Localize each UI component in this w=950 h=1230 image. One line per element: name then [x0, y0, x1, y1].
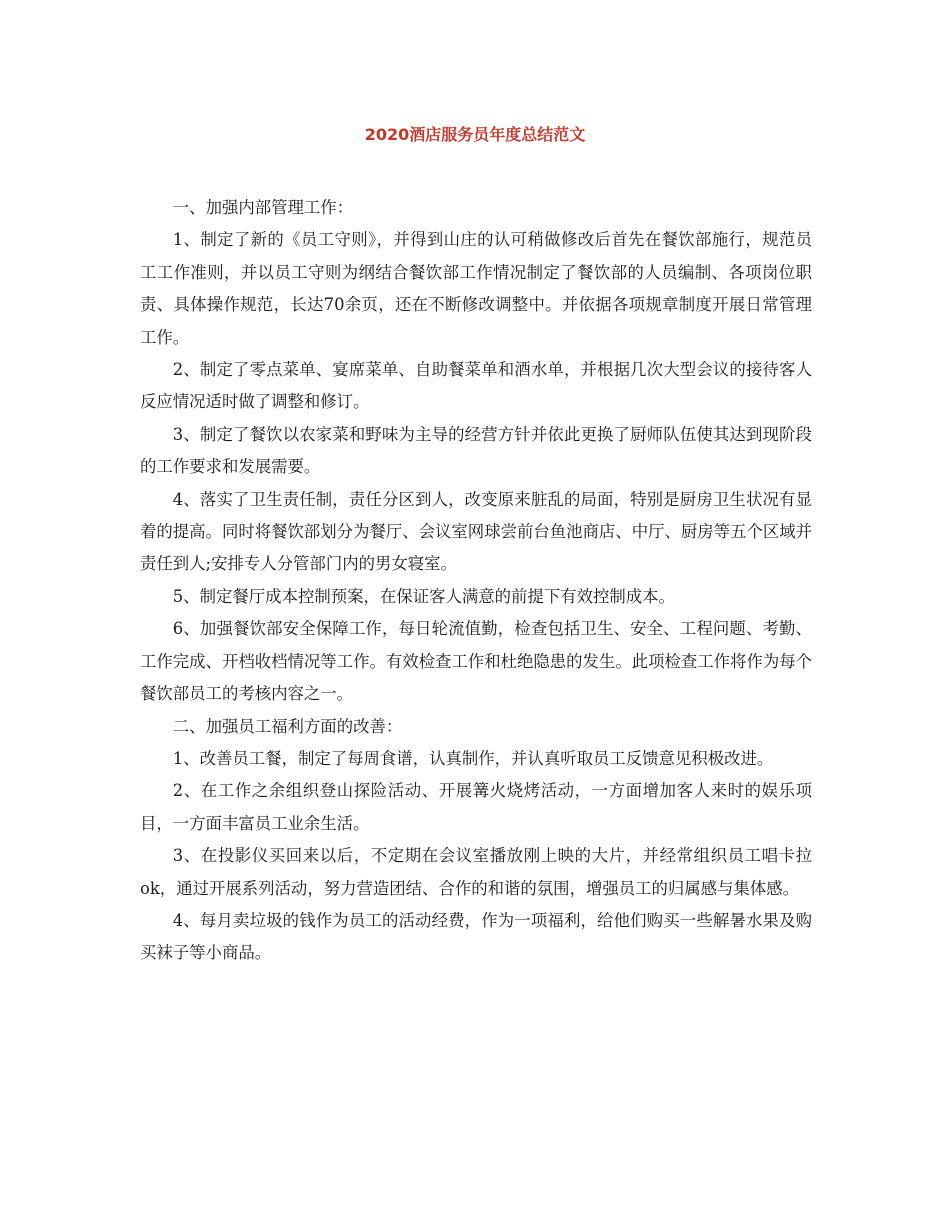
paragraph-item: 3、制定了餐饮以农家菜和野味为主导的经营方针并依此更换了厨师队伍使其达到现阶段的工作要求和发展需要。	[140, 424, 812, 477]
paragraph-item: 4、每月卖垃圾的钱作为员工的活动经费，作为一项福利，给他们购买一些解暑水果及购买袜子等小商品。	[140, 910, 812, 963]
page-title: 2020酒店服务员年度总结范文	[364, 125, 586, 144]
paragraph-item: 1、改善员工餐，制定了每周食谱，认真制作，并认真听取员工反馈意见积极改进。	[172, 748, 774, 768]
paragraph-item: 4、落实了卫生责任制，责任分区到人，改变原来脏乱的局面，特别是厨房卫生状况有显着的提高。同时将餐饮部划分为餐厅、会议室网球尝前台鱼池商店、中厅、厨房等五个区域并责任到人;安排专人分管部门内的男女寝室。	[140, 489, 813, 574]
paragraph-item: 2、制定了零点菜单、宴席菜单、自助餐菜单和酒水单，并根据几次大型会议的接待客人反应情况适时做了调整和修订。	[140, 360, 812, 412]
paragraph-section-2-heading: 二、加强员工福利方面的改善：	[172, 716, 403, 736]
paragraph-item: 5、制定餐厅成本控制预案，在保证客人满意的前提下有效控制成本。	[172, 586, 675, 606]
paragraph-item: 1、制定了新的《员工守则》，并得到山庄的认可稍做修改后首先在餐饮部施行，规范员工工作准则，并以员工守则为纲结合餐饮部工作情况制定了餐饮部的人员编制、各项岗位职责、具体操作规范，长达70余页，还在不断修改调整中。并依据各项规章制度开展日常管理工作。	[140, 230, 812, 347]
document-body	[140, 192, 812, 970]
paragraph-item: 2、在工作之余组织登山探险活动、开展篝火烧烤活动，一方面增加客人来时的娱乐项目，一方面丰富员工业余生活。	[140, 781, 812, 833]
paragraph-item: 6、加强餐饮部安全保障工作，每日轮流值勤，检查包括卫生、安全、工程问题、考勤、工作完成、开档收档情况等工作。有效检查工作和杜绝隐患的发生。此项检查工作将作为每个餐饮部员工的考核内容之一。	[140, 619, 813, 704]
paragraph-section-1-heading: 一、加强内部管理工作：	[172, 198, 354, 217]
paragraph-item: 3、在投影仪买回来以后，不定期在会议室播放刚上映的大片，并经常组织员工唱卡拉ok，通过开展系列活动，努力营造团结、合作的和谐的氛围，增强员工的归属感与集体感。	[140, 846, 812, 898]
